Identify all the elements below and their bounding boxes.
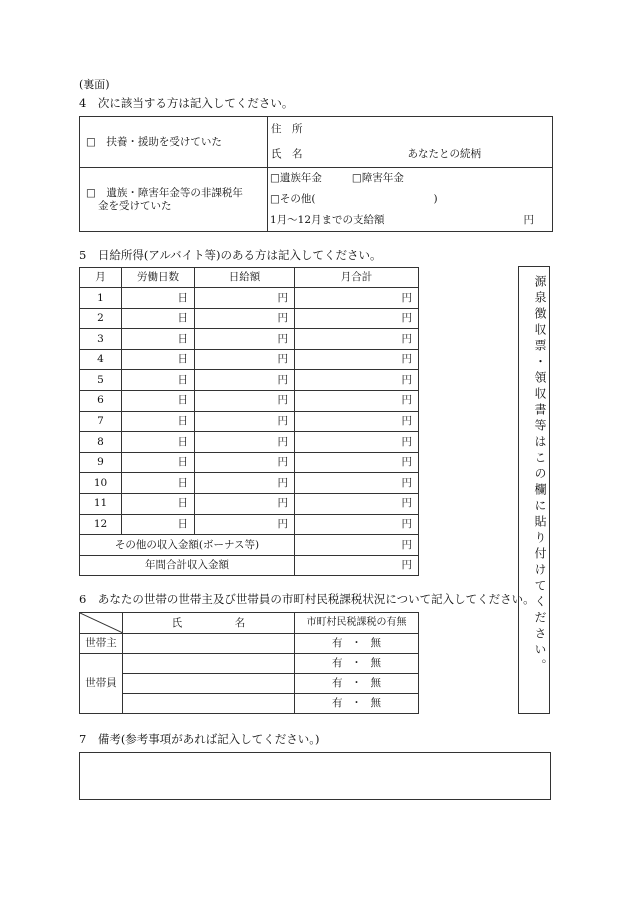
- attachment-note: 源泉徴収票・領収書等はこの欄に貼り付けてください。: [533, 275, 547, 675]
- month-cell: 5: [80, 370, 122, 391]
- table-row: [80, 514, 419, 535]
- annual-total-field[interactable]: 円: [295, 555, 419, 576]
- daily-wage-table: [79, 267, 419, 576]
- daily-wage-field[interactable]: 円: [195, 473, 295, 494]
- monthly-total-field[interactable]: 円: [295, 288, 419, 309]
- header-diagonal-cell: [80, 613, 123, 634]
- supporter-info-cell[interactable]: [268, 117, 553, 168]
- header-tax-status: 市町村民税課税の有無: [295, 613, 419, 634]
- pension-details-cell[interactable]: [268, 168, 553, 232]
- work-days-field[interactable]: 日: [122, 349, 195, 370]
- work-days-field[interactable]: 日: [122, 308, 195, 329]
- daily-wage-field[interactable]: 円: [195, 452, 295, 473]
- member-tax-choice[interactable]: 有 ・ 無: [295, 674, 419, 694]
- daily-wage-field[interactable]: 円: [195, 390, 295, 411]
- householder-name-field[interactable]: [123, 634, 295, 654]
- work-days-field[interactable]: 日: [122, 329, 195, 350]
- monthly-total-field[interactable]: 円: [295, 514, 419, 535]
- work-days-field[interactable]: 日: [122, 473, 195, 494]
- table-row: [80, 329, 419, 350]
- monthly-total-field[interactable]: 円: [295, 473, 419, 494]
- member-tax-choice[interactable]: 有 ・ 無: [295, 654, 419, 674]
- work-days-field[interactable]: 日: [122, 390, 195, 411]
- month-cell: 8: [80, 432, 122, 453]
- header-daily-wage: 日給額: [195, 268, 295, 288]
- section-5-title: 5 日給所得(アルバイト等)のある方は記入してください。: [79, 248, 382, 262]
- month-cell: 10: [80, 473, 122, 494]
- daily-wage-field[interactable]: 円: [195, 288, 295, 309]
- work-days-field[interactable]: 日: [122, 493, 195, 514]
- daily-wage-field[interactable]: 円: [195, 370, 295, 391]
- monthly-total-field[interactable]: 円: [295, 390, 419, 411]
- section-4-title: 4 次に該当する方は記入してください。: [79, 96, 294, 110]
- daily-wage-field[interactable]: 円: [195, 411, 295, 432]
- member-tax-choice[interactable]: 有 ・ 無: [295, 694, 419, 714]
- table-row: [80, 452, 419, 473]
- pension-checkbox-label[interactable]: □ 遺族・障害年金等の非課税年 金を受けていた: [80, 168, 268, 232]
- table-row: [80, 411, 419, 432]
- section-6-title: 6 あなたの世帯の世帯主及び世帯員の市町村民税課税状況について記入してください。: [79, 592, 535, 606]
- monthly-total-field[interactable]: 円: [295, 411, 419, 432]
- other-pension-checkbox[interactable]: □その他(: [270, 193, 316, 206]
- monthly-total-field[interactable]: 円: [295, 432, 419, 453]
- month-cell: 9: [80, 452, 122, 473]
- work-days-field[interactable]: 日: [122, 514, 195, 535]
- work-days-field[interactable]: 日: [122, 288, 195, 309]
- table-row: [80, 535, 419, 556]
- month-cell: 12: [80, 514, 122, 535]
- member-name-field[interactable]: [123, 674, 295, 694]
- daily-wage-field[interactable]: 円: [195, 329, 295, 350]
- annual-payment-label: 1月～12月までの支給額: [270, 214, 385, 227]
- page-side-label: (裏面): [79, 78, 110, 91]
- header-name: 氏 名: [123, 613, 295, 634]
- header-monthly-total: 月合計: [295, 268, 419, 288]
- members-label: 世帯員: [80, 654, 123, 714]
- householder-label: 世帯主: [80, 634, 123, 654]
- disability-pension-checkbox[interactable]: □障害年金: [351, 172, 404, 185]
- work-days-field[interactable]: 日: [122, 370, 195, 391]
- daily-wage-field[interactable]: 円: [195, 432, 295, 453]
- month-cell: 11: [80, 493, 122, 514]
- month-cell: 4: [80, 349, 122, 370]
- work-days-field[interactable]: 日: [122, 411, 195, 432]
- table-row: [80, 390, 419, 411]
- table-row: [80, 473, 419, 494]
- support-checkbox-label[interactable]: □ 扶養・援助を受けていた: [80, 117, 268, 168]
- table-row: [80, 555, 419, 576]
- table-row: [80, 493, 419, 514]
- table-row: [80, 432, 419, 453]
- household-tax-table: [79, 612, 419, 714]
- monthly-total-field[interactable]: 円: [295, 452, 419, 473]
- daily-wage-field[interactable]: 円: [195, 493, 295, 514]
- remarks-field[interactable]: [79, 752, 551, 800]
- annual-payment-yen: 円: [523, 214, 534, 227]
- monthly-total-field[interactable]: 円: [295, 329, 419, 350]
- work-days-field[interactable]: 日: [122, 432, 195, 453]
- daily-wage-field[interactable]: 円: [195, 514, 295, 535]
- daily-wage-field[interactable]: 円: [195, 349, 295, 370]
- work-days-field[interactable]: 日: [122, 452, 195, 473]
- monthly-total-field[interactable]: 円: [295, 349, 419, 370]
- address-label: 住 所: [271, 123, 303, 136]
- month-cell: 6: [80, 390, 122, 411]
- monthly-total-field[interactable]: 円: [295, 493, 419, 514]
- table-row: [80, 349, 419, 370]
- month-cell: 1: [80, 288, 122, 309]
- attachment-box: [518, 266, 550, 714]
- month-cell: 2: [80, 308, 122, 329]
- section-4-table: [79, 116, 553, 232]
- other-pension-close: ): [433, 193, 438, 206]
- name-label: 氏 名: [271, 148, 303, 161]
- other-income-label: その他の収入金額(ボーナス等): [80, 535, 295, 556]
- survivor-pension-checkbox[interactable]: □遺族年金: [270, 172, 322, 185]
- header-work-days: 労働日数: [122, 268, 195, 288]
- monthly-total-field[interactable]: 円: [295, 308, 419, 329]
- member-name-field[interactable]: [123, 654, 295, 674]
- monthly-total-field[interactable]: 円: [295, 370, 419, 391]
- section-7-title: 7 備考(参考事項があれば記入してください。): [79, 732, 320, 746]
- annual-total-label: 年間合計収入金額: [80, 555, 295, 576]
- householder-tax-choice[interactable]: 有 ・ 無: [295, 634, 419, 654]
- table-row: [80, 308, 419, 329]
- member-name-field[interactable]: [123, 694, 295, 714]
- table-row: [80, 370, 419, 391]
- table-row: [80, 288, 419, 309]
- other-income-field[interactable]: 円: [295, 535, 419, 556]
- month-cell: 3: [80, 329, 122, 350]
- month-cell: 7: [80, 411, 122, 432]
- relation-label: あなたとの続柄: [407, 148, 481, 161]
- header-month: 月: [80, 268, 122, 288]
- daily-wage-field[interactable]: 円: [195, 308, 295, 329]
